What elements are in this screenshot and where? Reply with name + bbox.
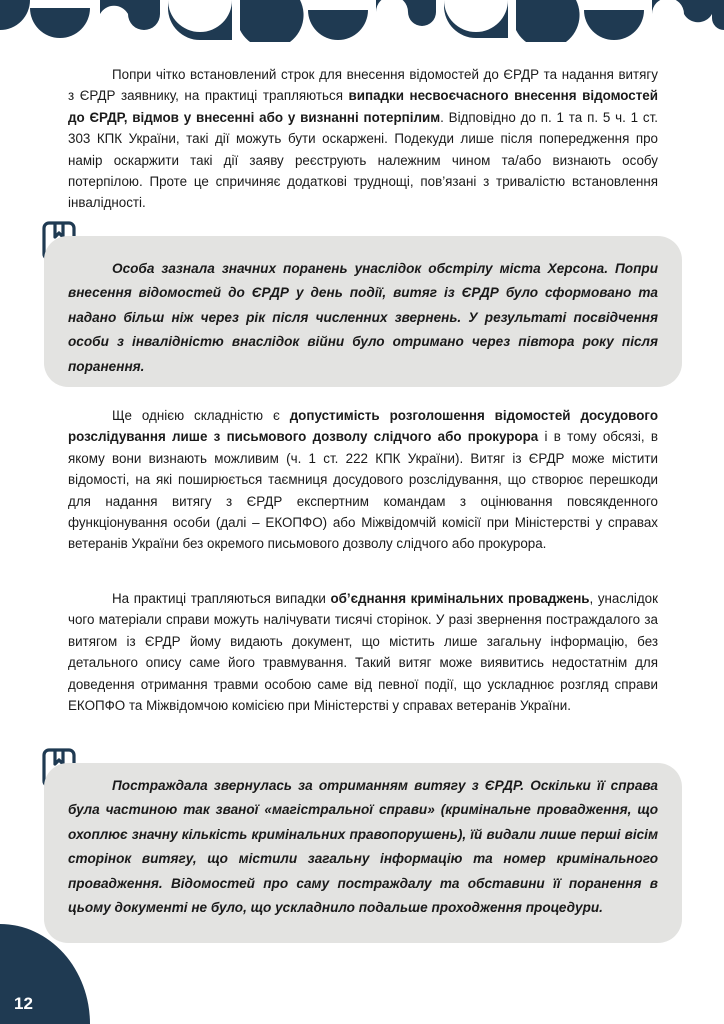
paragraph-merged-proceedings — [68, 588, 658, 716]
para1-text-start: Попри чітко встановлений строк для внесення відомостей до ЄРДР та надання витягу з ЄРДР заявнику, на практиці трапляються — [68, 67, 658, 104]
case-example-text-2 — [68, 774, 658, 920]
para3-text-end: , унаслідок чого матеріали справи можуть налічувати тисячі сторінок. У разі звернення постраждалого за витягом із ЄРДР йому видають документ, що містить лише загальну інформацію, без детального опису саме його травмування. Такий витяг може виявитись недостатнім для доведення отримання травми особою саме від певної події, що ускладнює розгляд справи ЕКОПФО та Міжвідомчою комісією при Міністерстві у справах ветеранів України. — [68, 591, 658, 714]
case1-text: Особа зазнала значних поранень унаслідок обстрілу міста Херсона. Попри внесення відомостей до ЄРДР у день події, витяг із ЄРДР було сформовано та надано більш ніж через рік після численних звернень. У результаті посвідчення особи з інвалідністю внаслідок війни було отримано через півтора року після поранення. — [68, 261, 658, 374]
para2-text-start: Ще однією складністю є — [112, 408, 290, 423]
para2-bold: допустимість розголошення відомостей досудового розслідування лише з письмового дозволу слідчого або прокурора — [68, 408, 658, 445]
para2-text-end: і в тому обсязі, в якому вони визнають можливим (ч. 1 ст. 222 КПК України). Витяг із ЄРДР може містити відомості, на які поширюється таємниця досудового розслідування, що створює перешкоди для надання витягу з ЄРДР експертним командам з оцінювання повсякденного функціонування особи (далі – ЕКОПФО) або Міжвідомчій комісії при Міністерстві у справах ветеранів України без окремого письмового дозволу слідчого або прокурора. — [68, 429, 658, 552]
page-number: 12 — [14, 994, 33, 1013]
case2-text: Постраждала звернулась за отриманням витягу з ЄРДР. Оскільки її справа була частиною так званої «магістральної справи» (кримінальне провадження, що охоплює значну кількість кримінальних правопорушень), їй видали лише перші вісім сторінок витягу, що містили загальну інформацію та номер кримінального провадження. Відомостей про саму постраждалу та обставини її поранення в цьому документі не було, що ускладнило подальше проходження процедури. — [68, 778, 658, 916]
top-decorative-pattern — [0, 0, 724, 42]
para1-bold: випадки несвоєчасного внесення відомостей до ЄРДР, відмов у внесенні або у визнанні потерпілим — [68, 88, 658, 125]
para1-text-end: . Відповідно до п. 1 та п. 5 ч. 1 ст. 303 КПК України, такі дії можуть бути оскаржені. Подекуди лише після попередження про намір оскаржити такі дії заяву реєструють належним чином та/або визнають особу потерпілою. Проте це спричиняє додаткові труднощі, пов’язані з тривалістю встановлення інвалідності. — [68, 109, 658, 211]
case-example-box-2 — [44, 763, 682, 943]
case-example-text-1 — [68, 257, 658, 379]
paragraph-disclosure-permission — [68, 405, 658, 555]
para3-text-start: На практиці трапляються випадки — [112, 591, 331, 606]
case-example-box-1 — [44, 236, 682, 387]
para3-bold: об’єднання кримінальних проваджень — [330, 591, 590, 606]
paragraph-erdr-delays — [68, 64, 658, 214]
